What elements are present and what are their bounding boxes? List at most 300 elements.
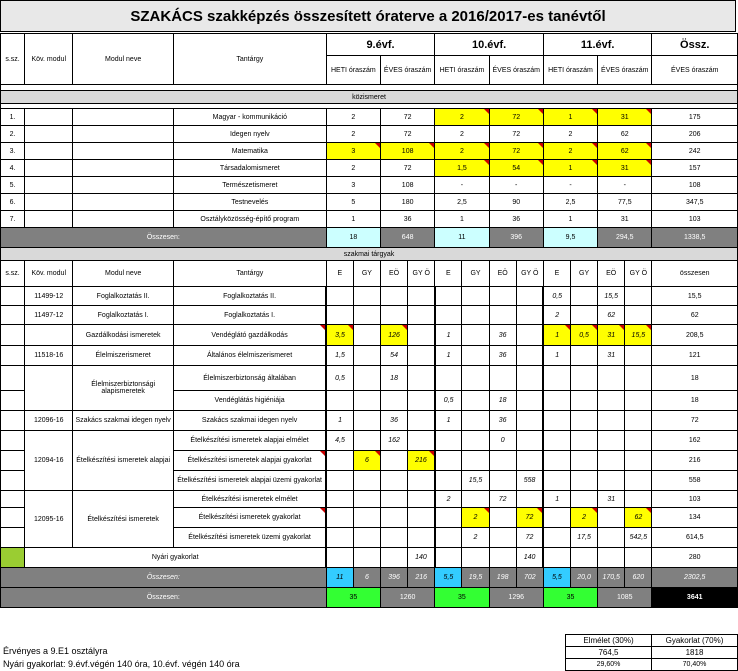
hours-cell <box>625 451 652 471</box>
curriculum-table <box>0 33 738 608</box>
sum-cell: 11 <box>326 568 353 588</box>
hours-cell <box>625 548 652 568</box>
row-modul: Élelmiszerbiztonsági alapismeretek <box>73 366 174 411</box>
hours-cell: 2 <box>543 126 597 143</box>
hours-cell <box>408 325 435 346</box>
hours-cell <box>462 287 489 306</box>
hours-cell: 2 <box>435 491 462 508</box>
hours-cell <box>381 391 408 411</box>
section-kozismeret: közismeret <box>1 91 738 104</box>
sum-cell: 18 <box>326 228 380 248</box>
hours-cell <box>435 431 462 451</box>
table-row <box>1 248 738 261</box>
hours-cell: 62 <box>598 306 625 325</box>
col-header-heti: HETI óraszám <box>326 56 380 85</box>
table-row <box>1 306 738 325</box>
hours-cell: 108 <box>381 143 435 160</box>
hours-cell <box>462 325 489 346</box>
hours-cell: 2 <box>462 508 489 528</box>
hours-cell <box>625 346 652 366</box>
col-header-eves-total: ÉVES óraszám <box>652 56 738 85</box>
hours-cell: 62 <box>598 143 652 160</box>
hours-cell <box>571 391 598 411</box>
row-modul: Ételkészítési ismeretek <box>73 491 174 548</box>
row-number <box>1 411 25 431</box>
sum-cell: 9,5 <box>543 228 597 248</box>
sum-cell: 216 <box>408 568 435 588</box>
hours-cell: 2 <box>543 143 597 160</box>
hours-cell <box>543 391 570 411</box>
hours-cell: 1 <box>543 346 570 366</box>
hours-cell: 162 <box>381 431 408 451</box>
row-subject: Élelmiszerbiztonság általában <box>173 366 326 391</box>
hours-cell: 1 <box>543 160 597 177</box>
row-number <box>1 391 25 411</box>
hours-cell <box>326 528 353 548</box>
row-subject: Vendéglátás higiéniája <box>173 391 326 411</box>
hours-cell <box>353 548 380 568</box>
hours-cell <box>353 287 380 306</box>
row-number <box>1 508 25 528</box>
hours-cell <box>489 548 516 568</box>
hours-cell <box>516 287 543 306</box>
row-subject: Ételkészítési ismeretek alapjai elmélet <box>173 431 326 451</box>
sum-cell: 198 <box>489 568 516 588</box>
row-total: 134 <box>652 508 738 528</box>
hours-cell <box>543 508 570 528</box>
hours-cell <box>516 451 543 471</box>
hours-cell <box>462 391 489 411</box>
hours-cell: 15,5 <box>462 471 489 491</box>
hours-cell: 1 <box>435 325 462 346</box>
hours-cell: 72 <box>381 160 435 177</box>
hours-cell: 36 <box>489 346 516 366</box>
theory-header: Elmélet (30%) <box>566 635 652 647</box>
hours-cell: 1,5 <box>326 346 353 366</box>
row-subject: Testnevelés <box>173 194 326 211</box>
hours-cell <box>353 325 380 346</box>
row-number <box>1 491 25 508</box>
hours-cell: 31 <box>598 325 625 346</box>
sum-cell: 19,5 <box>462 568 489 588</box>
footer-valid-note: Érvényes a 9.E1 osztályra <box>3 646 108 656</box>
row-modul: Élelmiszerismeret <box>73 346 174 366</box>
hours-cell: 216 <box>408 451 435 471</box>
hours-cell <box>435 366 462 391</box>
hours-cell: 3 <box>326 143 380 160</box>
hours-cell <box>326 287 353 306</box>
hours-cell <box>598 366 625 391</box>
col-header-e: E <box>435 261 462 287</box>
col-header-year11: 11.évf. <box>543 34 652 56</box>
hours-cell: 2 <box>326 126 380 143</box>
row-kov-modul <box>25 194 73 211</box>
hours-cell: 2 <box>435 143 489 160</box>
col-header-gy: GY <box>353 261 380 287</box>
col-header-tantargy: Tantárgy <box>173 261 326 287</box>
row-total: 558 <box>652 471 738 491</box>
hours-cell: - <box>489 177 543 194</box>
hours-cell <box>353 411 380 431</box>
hours-cell <box>435 548 462 568</box>
hours-cell: 2 <box>435 109 489 126</box>
hours-cell: 18 <box>381 366 408 391</box>
sum-cell: 620 <box>625 568 652 588</box>
hours-cell <box>462 548 489 568</box>
hours-cell <box>408 306 435 325</box>
hours-cell: 2,5 <box>435 194 489 211</box>
table-row <box>1 568 738 588</box>
row-subject: Foglalkoztatás II. <box>173 287 326 306</box>
hours-cell <box>489 528 516 548</box>
sum-cell: 1296 <box>489 588 543 608</box>
row-subject: Általános élelmiszerismeret <box>173 346 326 366</box>
hours-cell: 72 <box>381 109 435 126</box>
hours-cell <box>625 471 652 491</box>
table-row <box>1 126 738 143</box>
hours-cell: 72 <box>381 126 435 143</box>
col-header-gy: GY <box>462 261 489 287</box>
hours-cell <box>462 491 489 508</box>
col-header-year10: 10.évf. <box>435 34 544 56</box>
table-row <box>1 366 738 391</box>
hours-cell: 72 <box>489 126 543 143</box>
col-header-gyo: GY Ö <box>625 261 652 287</box>
table-row <box>1 346 738 366</box>
theory-percent: 29,60% <box>566 659 652 671</box>
hours-cell <box>326 471 353 491</box>
hours-cell <box>625 491 652 508</box>
hours-cell <box>571 548 598 568</box>
row-modul <box>73 126 174 143</box>
hours-cell: 36 <box>489 211 543 228</box>
hours-cell <box>489 306 516 325</box>
sum-cell: 294,5 <box>598 228 652 248</box>
row-modul: Foglalkoztatás II. <box>73 287 174 306</box>
row-subject: Természetismeret <box>173 177 326 194</box>
row-number <box>1 451 25 471</box>
sum-label: Összesen: <box>1 588 327 608</box>
row-total: 162 <box>652 431 738 451</box>
row-total: 121 <box>652 346 738 366</box>
hours-cell: 3,5 <box>326 325 353 346</box>
table-row <box>1 211 738 228</box>
row-subject: Társadalomismeret <box>173 160 326 177</box>
theory-value: 764,5 <box>566 647 652 659</box>
hours-cell: 31 <box>598 491 625 508</box>
row-kov-modul: 12095-16 <box>25 491 73 548</box>
hours-cell <box>625 391 652 411</box>
row-kov-modul: 12094-16 <box>25 431 73 491</box>
hours-cell: 62 <box>625 508 652 528</box>
sum-cell: 5,5 <box>435 568 462 588</box>
hours-cell: 1 <box>435 411 462 431</box>
hours-cell <box>516 346 543 366</box>
hours-cell <box>516 391 543 411</box>
hours-cell <box>435 471 462 491</box>
sum-cell: 648 <box>381 228 435 248</box>
hours-cell <box>516 491 543 508</box>
row-total: 108 <box>652 177 738 194</box>
grand-total: 3641 <box>652 588 738 608</box>
hours-cell <box>435 451 462 471</box>
hours-cell <box>598 508 625 528</box>
hours-cell <box>625 306 652 325</box>
table-row <box>1 548 738 568</box>
hours-cell: 2,5 <box>543 194 597 211</box>
row-number <box>1 528 25 548</box>
row-subject: Matematika <box>173 143 326 160</box>
row-subject: Ételkészítési ismeretek alapjai üzemi gyakorlat <box>173 471 326 491</box>
row-total: 280 <box>652 548 738 568</box>
row-modul: Gazdálkodási ismeretek <box>73 325 174 346</box>
row-modul: Szakács szakmai idegen nyelv <box>73 411 174 431</box>
hours-cell <box>598 391 625 411</box>
row-total: 103 <box>652 491 738 508</box>
hours-cell <box>598 548 625 568</box>
table-row <box>1 143 738 160</box>
hours-cell <box>381 508 408 528</box>
row-number: 4. <box>1 160 25 177</box>
hours-cell <box>326 491 353 508</box>
hours-cell <box>489 508 516 528</box>
hours-cell <box>353 431 380 451</box>
row-number: 2. <box>1 126 25 143</box>
hours-cell: 2 <box>326 109 380 126</box>
hours-cell: 18 <box>489 391 516 411</box>
sum-cell: 1085 <box>598 588 652 608</box>
row-total: 206 <box>652 126 738 143</box>
col-header-eo: EÖ <box>598 261 625 287</box>
sum-cell: 702 <box>516 568 543 588</box>
row-number: 3. <box>1 143 25 160</box>
hours-cell: 54 <box>381 346 408 366</box>
sum-cell: 396 <box>381 568 408 588</box>
hours-cell <box>489 471 516 491</box>
hours-cell <box>408 411 435 431</box>
hours-cell: 1 <box>543 325 570 346</box>
hours-cell <box>462 346 489 366</box>
hours-cell <box>353 391 380 411</box>
hours-cell <box>543 548 570 568</box>
hours-cell <box>543 471 570 491</box>
hours-cell: 1 <box>543 491 570 508</box>
col-header-kov: Köv. modul <box>25 34 73 85</box>
table-row <box>1 160 738 177</box>
hours-cell: 36 <box>381 211 435 228</box>
table-row <box>1 588 738 608</box>
hours-cell <box>353 508 380 528</box>
hours-cell <box>353 491 380 508</box>
table-row <box>1 287 738 306</box>
hours-cell <box>408 287 435 306</box>
hours-cell <box>489 366 516 391</box>
sum-cell: 396 <box>489 228 543 248</box>
hours-cell <box>408 491 435 508</box>
col-header-gyo: GY Ö <box>516 261 543 287</box>
hours-cell <box>598 451 625 471</box>
row-number <box>1 325 25 346</box>
hours-cell: 3 <box>326 177 380 194</box>
hours-cell: 5 <box>326 194 380 211</box>
hours-cell: 180 <box>381 194 435 211</box>
hours-cell <box>571 451 598 471</box>
practice-value: 1818 <box>652 647 738 659</box>
hours-cell <box>381 306 408 325</box>
row-number: 6. <box>1 194 25 211</box>
hours-cell <box>408 528 435 548</box>
hours-cell <box>625 366 652 391</box>
row-kov-modul: 11497-12 <box>25 306 73 325</box>
row-subject: Ételkészítési ismeretek gyakorlat <box>173 508 326 528</box>
hours-cell <box>462 366 489 391</box>
sum-label: Összesen: <box>1 568 327 588</box>
hours-cell: 2 <box>543 306 570 325</box>
hours-cell: 72 <box>516 508 543 528</box>
hours-cell <box>408 346 435 366</box>
hours-cell <box>381 451 408 471</box>
sum-label: Összesen: <box>1 228 327 248</box>
row-modul <box>73 194 174 211</box>
col-header-eo: EÖ <box>489 261 516 287</box>
hours-cell <box>381 471 408 491</box>
hours-cell <box>625 287 652 306</box>
hours-cell: 31 <box>598 109 652 126</box>
hours-cell: - <box>543 177 597 194</box>
row-number: 7. <box>1 211 25 228</box>
row-kov-modul <box>25 109 73 126</box>
row-kov-modul <box>25 177 73 194</box>
section-szakmai: szakmai tárgyak <box>1 248 738 261</box>
hours-cell <box>571 491 598 508</box>
hours-cell <box>408 431 435 451</box>
hours-cell <box>381 548 408 568</box>
row-total: 18 <box>652 366 738 391</box>
hours-cell: 1 <box>326 411 353 431</box>
row-subject: Ételkészítési ismeretek elmélet <box>173 491 326 508</box>
page-title: SZAKÁCS szakképzés összesített óraterve a 2016/2017-es tanévtől <box>0 0 736 32</box>
row-number <box>1 346 25 366</box>
hours-cell: 15,5 <box>625 325 652 346</box>
table-row <box>1 491 738 508</box>
row-subject: Vendéglátó gazdálkodás <box>173 325 326 346</box>
hours-cell: 542,5 <box>625 528 652 548</box>
sum-cell: 35 <box>435 588 489 608</box>
hours-cell: 1 <box>543 109 597 126</box>
row-number: 5. <box>1 177 25 194</box>
hours-cell <box>516 366 543 391</box>
hours-cell: 2 <box>571 508 598 528</box>
col-header-osszesen: összesen <box>652 261 738 287</box>
table-row <box>1 91 738 104</box>
hours-cell <box>598 431 625 451</box>
row-kov-modul: 11518-16 <box>25 346 73 366</box>
row-total: 18 <box>652 391 738 411</box>
hours-cell: 0,5 <box>543 287 570 306</box>
table-row <box>1 109 738 126</box>
hours-cell: 140 <box>516 548 543 568</box>
hours-cell <box>543 366 570 391</box>
hours-cell <box>516 431 543 451</box>
hours-cell <box>571 471 598 491</box>
col-header-heti: HETI óraszám <box>543 56 597 85</box>
row-kov-modul <box>25 126 73 143</box>
practice-percent: 70,40% <box>652 659 738 671</box>
row-subject: Idegen nyelv <box>173 126 326 143</box>
hours-cell <box>571 346 598 366</box>
hours-cell <box>543 411 570 431</box>
hours-cell <box>326 391 353 411</box>
row-total: 347,5 <box>652 194 738 211</box>
row-kov-modul <box>25 160 73 177</box>
hours-cell: 140 <box>408 548 435 568</box>
table-row <box>1 228 738 248</box>
row-subject: Ételkészítési ismeretek alapjai gyakorlat <box>173 451 326 471</box>
hours-cell: 558 <box>516 471 543 491</box>
hours-cell <box>625 411 652 431</box>
hours-cell: 4,5 <box>326 431 353 451</box>
row-total: 72 <box>652 411 738 431</box>
col-header-modul: Modul neve <box>73 34 174 85</box>
row-total: 242 <box>652 143 738 160</box>
hours-cell <box>353 471 380 491</box>
hours-cell <box>326 306 353 325</box>
row-total: 15,5 <box>652 287 738 306</box>
hours-cell: 31 <box>598 346 625 366</box>
hours-cell <box>381 491 408 508</box>
table-row <box>1 34 738 56</box>
hours-cell <box>435 528 462 548</box>
hours-cell: 2 <box>435 126 489 143</box>
row-kov-modul <box>25 325 73 346</box>
hours-cell: 36 <box>489 325 516 346</box>
hours-cell <box>353 346 380 366</box>
hours-cell <box>462 306 489 325</box>
hours-cell <box>326 451 353 471</box>
row-modul <box>73 177 174 194</box>
row-modul <box>73 143 174 160</box>
hours-cell <box>353 528 380 548</box>
col-header-kov: Köv. modul <box>25 261 73 287</box>
row-total: 208,5 <box>652 325 738 346</box>
hours-cell <box>489 451 516 471</box>
hours-cell: 15,5 <box>598 287 625 306</box>
hours-cell: 54 <box>489 160 543 177</box>
row-kov-modul <box>25 211 73 228</box>
hours-cell: 2 <box>462 528 489 548</box>
row-subject: Nyári gyakorlat <box>25 548 327 568</box>
row-total: 175 <box>652 109 738 126</box>
hours-cell <box>408 471 435 491</box>
col-header-total: Össz. <box>652 34 738 56</box>
hours-cell <box>353 306 380 325</box>
hours-cell <box>381 528 408 548</box>
row-modul <box>73 109 174 126</box>
hours-cell: 62 <box>598 126 652 143</box>
sum-total: 2302,5 <box>652 568 738 588</box>
hours-cell <box>516 325 543 346</box>
row-kov-modul <box>25 143 73 160</box>
col-header-heti: HETI óraszám <box>435 56 489 85</box>
hours-cell <box>462 451 489 471</box>
hours-cell: 90 <box>489 194 543 211</box>
theory-practice-table <box>565 634 738 671</box>
hours-cell <box>408 508 435 528</box>
row-subject: Szakács szakmai idegen nyelv <box>173 411 326 431</box>
hours-cell: 0,5 <box>435 391 462 411</box>
row-modul: Ételkészítési ismeretek alapjai <box>73 431 174 491</box>
hours-cell: 1 <box>435 211 489 228</box>
